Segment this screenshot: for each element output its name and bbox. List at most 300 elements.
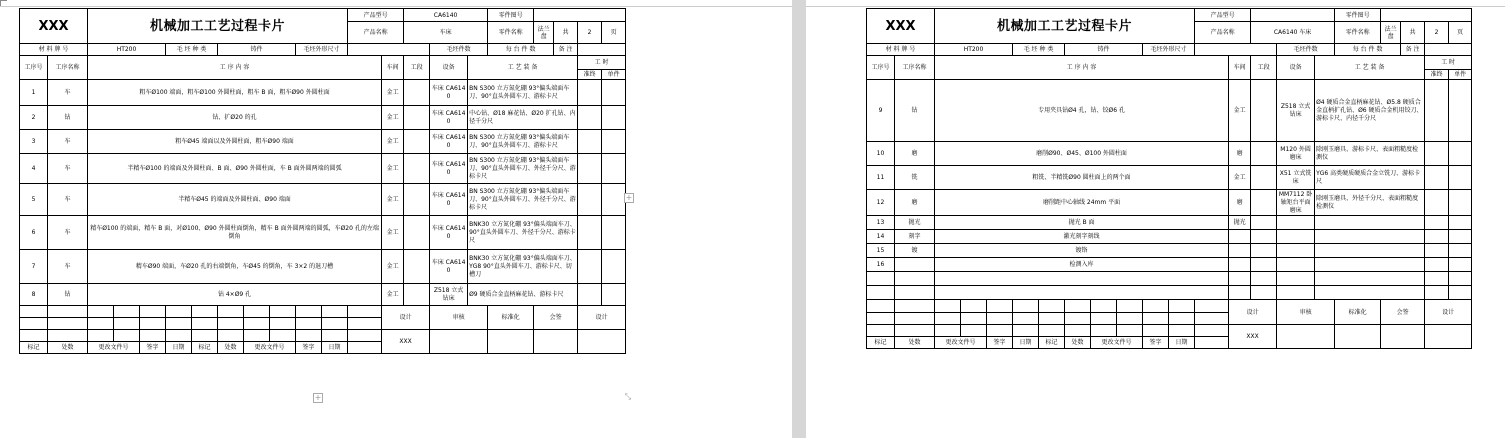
blank xyxy=(1315,286,1425,300)
blank-dim-label: 毛坯外形尺寸 xyxy=(296,44,348,56)
signoff-cell[interactable] xyxy=(430,330,488,354)
blank-type-value[interactable]: 铸件 xyxy=(218,44,296,56)
process-row[interactable] xyxy=(20,80,626,106)
tooling-cell[interactable]: Ø4 硬质合金直柄麻花钻、Ø5.8 硬质合金直柄扩孔钻、Ø6 硬质合金机用铰刀、游标卡尺、内径千分尺 xyxy=(1315,80,1425,142)
product-model-value[interactable] xyxy=(1251,9,1335,22)
total-pages-value[interactable]: 2 xyxy=(578,22,602,44)
footer-change-doc: 更改文件号 xyxy=(935,337,987,349)
blank xyxy=(1277,272,1315,286)
workshop-cell[interactable]: 金工 xyxy=(382,106,404,130)
equipment-cell[interactable]: 车床 CA6140 xyxy=(430,80,468,106)
workshop-cell[interactable]: 磨 xyxy=(1229,142,1251,166)
process-row[interactable] xyxy=(867,230,1472,244)
section-cell[interactable] xyxy=(404,154,430,184)
proc-name-cell[interactable]: 钻 xyxy=(895,80,935,142)
signoff-cell[interactable] xyxy=(534,330,578,354)
unit-time-cell[interactable] xyxy=(1449,190,1472,216)
prep-time-cell[interactable] xyxy=(578,80,602,106)
equipment-cell[interactable]: 车床 CA6140 xyxy=(430,130,468,154)
footer-mark: 标记 xyxy=(20,342,48,354)
blank-dim-value[interactable] xyxy=(348,44,430,56)
tooling-cell[interactable] xyxy=(1315,216,1425,230)
unit-time-cell[interactable] xyxy=(602,130,626,154)
tooling-cell[interactable]: BN S300 立方氮化硼 93°偏头端面车刀、90°直头外圆车刀、游标卡尺 xyxy=(468,80,578,106)
blank xyxy=(114,306,140,318)
notes-value[interactable] xyxy=(578,44,626,56)
tooling-cell[interactable]: 中心钻、Ø18 麻花钻、Ø20 扩孔钻、内径千分尺 xyxy=(468,106,578,130)
equipment-cell[interactable] xyxy=(1277,230,1315,244)
process-row[interactable] xyxy=(867,258,1472,272)
blank xyxy=(895,286,935,300)
blank xyxy=(867,313,895,325)
footer-mark2: 标记 xyxy=(1039,337,1065,349)
company-abbr: XXX xyxy=(867,9,935,44)
process-row[interactable] xyxy=(20,284,626,306)
workshop-cell[interactable]: 金工 xyxy=(382,284,404,306)
blank xyxy=(322,306,348,318)
resize-icon: ⤡ xyxy=(624,392,632,401)
footer-sign: 签字 xyxy=(140,342,166,354)
part-drawing-value[interactable] xyxy=(1381,9,1472,22)
blank xyxy=(1315,272,1425,286)
unit-time-cell[interactable] xyxy=(1449,230,1472,244)
equipment-cell[interactable]: M120 外圆磨床 xyxy=(1277,142,1315,166)
col-time: 工 时 xyxy=(578,56,626,70)
col-section: 工段 xyxy=(404,56,430,80)
proc-no-cell[interactable]: 10 xyxy=(867,142,895,166)
equipment-cell[interactable] xyxy=(1277,244,1315,258)
product-name-value[interactable]: 车床 xyxy=(404,22,488,44)
blank xyxy=(1143,300,1169,313)
section-cell[interactable] xyxy=(404,250,430,284)
process-row[interactable] xyxy=(20,154,626,184)
equipment-cell[interactable]: 车床 CA6140 xyxy=(430,216,468,250)
col-time: 工 时 xyxy=(1425,56,1472,70)
blank xyxy=(935,286,1229,300)
process-row[interactable] xyxy=(20,216,626,250)
proc-content-cell[interactable]: 粗铣、半精铣Ø90 圆柱面上的两个面 xyxy=(935,166,1229,190)
blank xyxy=(961,300,987,313)
footer-date2: 日期 xyxy=(322,342,348,354)
proc-name-cell[interactable]: 铣 xyxy=(895,166,935,190)
blank xyxy=(270,330,296,342)
proc-content-cell[interactable]: 磨削距中心轴线 24mm 平面 xyxy=(935,190,1229,216)
section-cell[interactable] xyxy=(1251,244,1277,258)
blank-type-label: 毛 坯 种 类 xyxy=(166,44,218,56)
tooling-cell[interactable] xyxy=(1315,258,1425,272)
blank xyxy=(296,330,322,342)
blank xyxy=(348,318,382,330)
proc-name-cell[interactable]: 镀 xyxy=(895,244,935,258)
proc-content-cell[interactable]: 粗车Ø100 端面，粗车Ø100 外圆柱面，粗车 B 面，粗车Ø90 外圆柱面 xyxy=(88,80,382,106)
signoff-design2: 设计 xyxy=(1425,300,1472,325)
section-cell[interactable] xyxy=(404,216,430,250)
proc-no-cell[interactable]: 1 xyxy=(20,80,48,106)
signoff-cell[interactable] xyxy=(1425,325,1472,349)
prep-time-cell[interactable] xyxy=(578,250,602,284)
proc-name-cell[interactable]: 车 xyxy=(48,130,88,154)
tooling-cell[interactable]: Ø9 硬质合金直柄麻花钻、游标卡尺 xyxy=(468,284,578,306)
prep-time-cell[interactable] xyxy=(578,284,602,306)
proc-content-cell[interactable]: 激光刻字刻线 xyxy=(935,230,1229,244)
blank xyxy=(348,306,382,318)
proc-no-cell[interactable]: 14 xyxy=(867,230,895,244)
unit-time-cell[interactable] xyxy=(602,284,626,306)
signoff-countersign: 会签 xyxy=(534,306,578,330)
section-cell[interactable] xyxy=(1251,230,1277,244)
proc-content-cell[interactable]: 粗车Ø45 端面以及外圆柱面，粗车Ø90 端面 xyxy=(88,130,382,154)
proc-no-cell[interactable]: 13 xyxy=(867,216,895,230)
section-cell[interactable] xyxy=(1251,142,1277,166)
blank xyxy=(987,300,1013,313)
proc-no-cell[interactable]: 8 xyxy=(20,284,48,306)
proc-name-cell[interactable]: 车 xyxy=(48,250,88,284)
footer-sign: 签字 xyxy=(987,337,1013,349)
col-proc-name: 工序名称 xyxy=(895,56,935,80)
blank xyxy=(218,330,244,342)
prep-time-cell[interactable] xyxy=(578,130,602,154)
blank xyxy=(1039,300,1065,313)
equipment-cell[interactable] xyxy=(1277,258,1315,272)
blank xyxy=(1065,313,1091,325)
blank xyxy=(961,313,987,325)
proc-name-cell[interactable]: 钻 xyxy=(48,284,88,306)
footer-mark: 标记 xyxy=(867,337,895,349)
blank xyxy=(88,306,114,318)
equipment-cell[interactable]: Z518 立式钻床 xyxy=(430,284,468,306)
process-row[interactable] xyxy=(867,216,1472,230)
proc-name-cell[interactable] xyxy=(895,258,935,272)
section-cell[interactable] xyxy=(404,80,430,106)
footer-date: 日期 xyxy=(1013,337,1039,349)
material-value[interactable]: HT200 xyxy=(88,44,166,56)
blank xyxy=(166,330,192,342)
blank xyxy=(961,325,987,337)
unit-time-cell[interactable] xyxy=(1449,244,1472,258)
proc-no-cell[interactable]: 7 xyxy=(20,250,48,284)
blank xyxy=(140,306,166,318)
process-row[interactable] xyxy=(20,250,626,284)
proc-content-cell[interactable]: 镀铬 xyxy=(935,244,1229,258)
unit-time-cell[interactable] xyxy=(602,250,626,284)
proc-content-cell[interactable]: 钻、扩Ø20 的孔 xyxy=(88,106,382,130)
proc-content-cell[interactable]: 专用夹具钻Ø4 孔，钻、铰Ø6 孔 xyxy=(935,80,1229,142)
workshop-cell[interactable]: 金工 xyxy=(382,130,404,154)
col-proc-no: 工序号 xyxy=(20,56,48,80)
product-name-label: 产品名称 xyxy=(348,22,404,44)
product-name-label: 产品名称 xyxy=(1195,22,1251,44)
table-resize-handle[interactable] xyxy=(624,393,632,401)
unit-time-cell[interactable] xyxy=(602,154,626,184)
tooling-cell[interactable]: BN S300 立方氮化硼 93°偏头端面车刀、90°直头外圆车刀、外径千分尺、游标卡尺 xyxy=(468,154,578,184)
section-cell[interactable] xyxy=(404,130,430,154)
blank xyxy=(1143,325,1169,337)
equipment-cell[interactable]: 车床 CA6140 xyxy=(430,154,468,184)
part-name-value[interactable]: 法兰盘 xyxy=(1381,22,1401,44)
proc-content-cell[interactable]: 半精车Ø100 的端面及外圆柱面、B 面、Ø90 外圆柱面，车 B 面外圆两端的圆弧 xyxy=(88,154,382,184)
section-cell[interactable] xyxy=(1251,166,1277,190)
blank xyxy=(192,306,218,318)
blank xyxy=(867,272,895,286)
col-proc-name: 工序名称 xyxy=(48,56,88,80)
blank xyxy=(20,306,48,318)
blank xyxy=(1091,325,1117,337)
blank xyxy=(1195,325,1229,337)
product-name-value[interactable]: CA6140 车床 xyxy=(1251,22,1335,44)
blank xyxy=(322,330,348,342)
blank xyxy=(244,330,270,342)
unit-time-cell[interactable] xyxy=(1449,80,1472,142)
blank xyxy=(1251,286,1277,300)
section-cell[interactable] xyxy=(1251,258,1277,272)
blank xyxy=(867,286,895,300)
signoff-cell[interactable] xyxy=(578,330,626,354)
proc-content-cell[interactable]: 半精车Ø45 的端面及外圆柱面、Ø90 端面 xyxy=(88,184,382,216)
blank xyxy=(1195,313,1229,325)
tooling-cell[interactable] xyxy=(1315,230,1425,244)
blank xyxy=(1117,325,1143,337)
unit-time-cell[interactable] xyxy=(1449,258,1472,272)
workshop-cell[interactable]: 金工 xyxy=(382,154,404,184)
page-top-rule xyxy=(806,6,1505,7)
signoff-cell[interactable] xyxy=(1335,325,1381,349)
equipment-cell[interactable]: 车床 CA6140 xyxy=(430,184,468,216)
process-row[interactable] xyxy=(867,80,1472,142)
col-section: 工段 xyxy=(1251,56,1277,80)
part-drawing-value[interactable] xyxy=(534,9,626,22)
prep-time-cell[interactable] xyxy=(1425,230,1449,244)
workshop-cell[interactable] xyxy=(1229,258,1251,272)
tooling-cell[interactable]: BNK30 立方氮化硼 93°偏头端面车刀、YG8 90°直头外圆车刀、游标卡尺、切槽刀 xyxy=(468,250,578,284)
prep-time-cell[interactable] xyxy=(1425,244,1449,258)
blank xyxy=(348,342,382,354)
prep-time-cell[interactable] xyxy=(578,154,602,184)
blank xyxy=(1065,325,1091,337)
blank xyxy=(1169,325,1195,337)
blank xyxy=(1449,286,1472,300)
blank xyxy=(1013,325,1039,337)
tooling-cell[interactable]: BNK30 立方氮化硼 93°偏头端面车刀、90°直头外圆车刀、外径千分尺、游标卡尺 xyxy=(468,216,578,250)
signoff-design: 设计 xyxy=(382,306,430,330)
proc-name-cell[interactable]: 抛光 xyxy=(895,216,935,230)
proc-content-cell[interactable]: 磨削Ø90、Ø45、Ø100 外圆柱面 xyxy=(935,142,1229,166)
workshop-cell[interactable]: 金工 xyxy=(382,184,404,216)
workshop-cell[interactable]: 磨 xyxy=(1229,190,1251,216)
proc-name-cell[interactable]: 磨 xyxy=(895,142,935,166)
proc-no-cell[interactable]: 2 xyxy=(20,106,48,130)
proc-no-cell[interactable]: 4 xyxy=(20,154,48,184)
proc-content-cell[interactable]: 精车Ø90 端面，车Ø20 孔的右端倒角，车Ø45 的倒角，车 3×2 的退刀槽 xyxy=(88,250,382,284)
proc-no-cell[interactable]: 12 xyxy=(867,190,895,216)
blank xyxy=(1039,313,1065,325)
workshop-cell[interactable]: 金工 xyxy=(382,216,404,250)
signoff-cell[interactable] xyxy=(1277,325,1335,349)
blank-type-value[interactable]: 铸件 xyxy=(1065,44,1143,56)
footer-date: 日期 xyxy=(166,342,192,354)
blank xyxy=(1195,337,1229,349)
section-cell[interactable] xyxy=(1251,190,1277,216)
section-cell[interactable] xyxy=(404,184,430,216)
proc-no-cell[interactable]: 15 xyxy=(867,244,895,258)
blank xyxy=(20,330,48,342)
proc-content-cell[interactable]: 精车Ø100 的端面，精车 B 面，对Ø100、Ø90 外圆柱面倒角，精车 B 面外圆两端的圆弧，车Ø20 孔的左端倒角 xyxy=(88,216,382,250)
blank-dim-label: 毛坯外形尺寸 xyxy=(1143,44,1195,56)
prep-time-cell[interactable] xyxy=(1425,258,1449,272)
material-label: 材 料 牌 号 xyxy=(20,44,88,56)
col-proc-content: 工 序 内 容 xyxy=(88,56,382,80)
footer-change-doc2: 更改文件号 xyxy=(1091,337,1143,349)
process-row[interactable] xyxy=(867,142,1472,166)
workshop-cell[interactable] xyxy=(1229,244,1251,258)
blank xyxy=(1143,313,1169,325)
proc-name-cell[interactable]: 车 xyxy=(48,184,88,216)
signoff-cell[interactable] xyxy=(488,330,534,354)
total-pages-value[interactable]: 2 xyxy=(1425,22,1449,44)
tooling-cell[interactable]: 除刚玉磨具、外径千分尺、表面粗糙度检测仪 xyxy=(1315,190,1425,216)
unit-time-cell[interactable] xyxy=(602,80,626,106)
proc-content-cell[interactable]: 抛光 B 面 xyxy=(935,216,1229,230)
footer-count: 处数 xyxy=(48,342,88,354)
proc-name-cell[interactable]: 磨 xyxy=(895,190,935,216)
col-equipment: 设备 xyxy=(1277,56,1315,80)
blank-dim-value[interactable] xyxy=(1195,44,1277,56)
section-cell[interactable] xyxy=(1251,80,1277,142)
notes-value[interactable] xyxy=(1425,44,1472,56)
tooling-cell[interactable]: 除刚玉磨具、游标卡尺、表面粗糙度检测仪 xyxy=(1315,142,1425,166)
proc-no-cell[interactable]: 16 xyxy=(867,258,895,272)
product-model-label: 产品型号 xyxy=(1195,9,1251,22)
section-cell[interactable] xyxy=(404,284,430,306)
blank xyxy=(114,330,140,342)
table-add-column-handle[interactable] xyxy=(624,193,634,203)
equipment-cell[interactable]: 车床 CA6140 xyxy=(430,250,468,284)
process-card-right[interactable] xyxy=(866,8,1472,349)
blank xyxy=(895,325,935,337)
blank xyxy=(296,306,322,318)
process-card-left[interactable] xyxy=(19,8,626,354)
tooling-cell[interactable]: YG6 高类硬质硬质合金立铣刀、游标卡尺 xyxy=(1315,166,1425,190)
plus-icon: + xyxy=(314,393,322,402)
blank xyxy=(867,325,895,337)
proc-name-cell[interactable]: 刻字 xyxy=(895,230,935,244)
blank xyxy=(48,306,88,318)
footer-count2: 处数 xyxy=(218,342,244,354)
blank xyxy=(1013,300,1039,313)
proc-name-cell[interactable]: 车 xyxy=(48,80,88,106)
table-add-row-handle[interactable] xyxy=(313,393,323,403)
tooling-cell[interactable] xyxy=(1315,244,1425,258)
prep-time-cell[interactable] xyxy=(1425,142,1449,166)
unit-time-cell[interactable] xyxy=(1449,216,1472,230)
col-equipment: 设备 xyxy=(430,56,468,80)
col-proc-no: 工序号 xyxy=(867,56,895,80)
blank xyxy=(192,318,218,330)
prep-time-cell[interactable] xyxy=(1425,190,1449,216)
blank xyxy=(987,325,1013,337)
prep-time-cell[interactable] xyxy=(1425,216,1449,230)
col-prep: 准终 xyxy=(578,70,602,80)
proc-no-cell[interactable]: 5 xyxy=(20,184,48,216)
card-title: 机械加工工艺过程卡片 xyxy=(935,9,1195,44)
tooling-cell[interactable]: BN S300 立方氮化硼 93°偏头端面车刀、90°直头外圆车刀、游标卡尺 xyxy=(468,130,578,154)
proc-no-cell[interactable]: 3 xyxy=(20,130,48,154)
blank xyxy=(1195,300,1229,313)
section-cell[interactable] xyxy=(1251,216,1277,230)
unit-time-cell[interactable] xyxy=(1449,142,1472,166)
total-pages-label: 共 xyxy=(554,22,578,44)
prep-time-cell[interactable] xyxy=(578,106,602,130)
blank xyxy=(296,318,322,330)
unit-time-cell[interactable] xyxy=(602,216,626,250)
proc-no-cell[interactable]: 11 xyxy=(867,166,895,190)
unit-time-cell[interactable] xyxy=(602,106,626,130)
blank xyxy=(88,330,114,342)
blank xyxy=(935,313,961,325)
prep-time-cell[interactable] xyxy=(1425,166,1449,190)
blank xyxy=(140,330,166,342)
blank xyxy=(166,318,192,330)
workshop-cell[interactable]: 金工 xyxy=(382,250,404,284)
blank xyxy=(114,318,140,330)
equipment-cell[interactable]: Z518 立式钻床 xyxy=(1277,80,1315,142)
card-title: 机械加工工艺过程卡片 xyxy=(88,9,348,44)
blank-type-label: 毛 坯 种 类 xyxy=(1013,44,1065,56)
proc-name-cell[interactable]: 钻 xyxy=(48,106,88,130)
proc-no-cell[interactable]: 6 xyxy=(20,216,48,250)
process-row[interactable] xyxy=(20,130,626,154)
equipment-cell[interactable]: MM7112 卧轴矩台平面磨床 xyxy=(1277,190,1315,216)
equipment-cell[interactable]: X51 立式铣床 xyxy=(1277,166,1315,190)
equipment-cell[interactable]: 车床 CA6140 xyxy=(430,106,468,130)
prep-time-cell[interactable] xyxy=(1425,80,1449,142)
signoff-cell[interactable] xyxy=(1381,325,1425,349)
process-row[interactable] xyxy=(20,106,626,130)
proc-name-cell[interactable]: 车 xyxy=(48,216,88,250)
blank xyxy=(1229,272,1251,286)
tooling-cell[interactable]: BN S300 立方氮化硼 93°偏头端面车刀、90°直头外圆车刀、外径千分尺、游标卡尺 xyxy=(468,184,578,216)
footer-sign2: 签字 xyxy=(1143,337,1169,349)
workshop-cell[interactable] xyxy=(1229,230,1251,244)
process-row[interactable] xyxy=(867,244,1472,258)
blank xyxy=(166,306,192,318)
workshop-cell[interactable]: 抛光 xyxy=(1229,216,1251,230)
part-name-value[interactable]: 法兰盘 xyxy=(534,22,554,44)
workshop-cell[interactable]: 金工 xyxy=(1229,80,1251,142)
workshop-cell[interactable]: 金工 xyxy=(382,80,404,106)
process-row[interactable] xyxy=(20,184,626,216)
blank xyxy=(1065,300,1091,313)
process-row[interactable] xyxy=(867,190,1472,216)
notes-label: 备 注 xyxy=(554,44,578,56)
proc-content-cell[interactable]: 检测入库 xyxy=(935,258,1229,272)
product-model-value[interactable]: CA6140 xyxy=(404,9,488,22)
material-value[interactable]: HT200 xyxy=(935,44,1013,56)
proc-name-cell[interactable]: 车 xyxy=(48,154,88,184)
prep-time-cell[interactable] xyxy=(578,184,602,216)
unit-time-cell[interactable] xyxy=(1449,166,1472,190)
footer-change-doc: 更改文件号 xyxy=(88,342,140,354)
footer-mark2: 标记 xyxy=(192,342,218,354)
blank xyxy=(935,325,961,337)
proc-content-cell[interactable]: 钻 4×Ø9 孔 xyxy=(88,284,382,306)
proc-no-cell[interactable]: 9 xyxy=(867,80,895,142)
unit-time-cell[interactable] xyxy=(602,184,626,216)
workshop-cell[interactable]: 金工 xyxy=(1229,166,1251,190)
equipment-cell[interactable] xyxy=(1277,216,1315,230)
section-cell[interactable] xyxy=(404,106,430,130)
process-row[interactable] xyxy=(867,166,1472,190)
prep-time-cell[interactable] xyxy=(578,216,602,250)
